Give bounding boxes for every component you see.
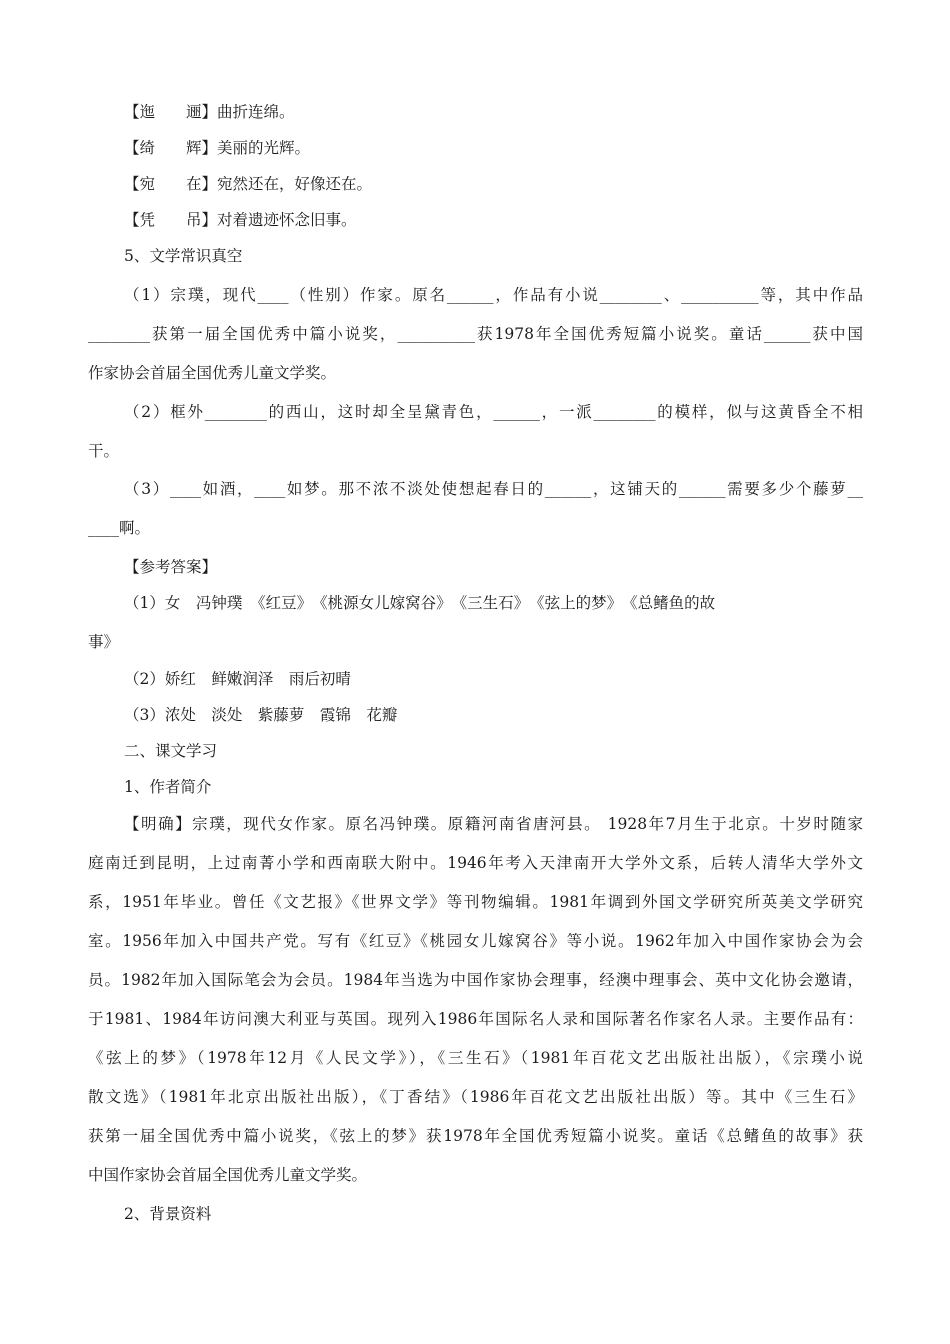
answer-line: （2）娇红 鲜嫩润泽 雨后初晴 (124, 670, 351, 688)
vocab-definition: 宛然还在，好像还在。 (217, 175, 373, 193)
vocab-definition: 曲折连绵。 (217, 103, 295, 121)
paragraph-line: 庭南迁到昆明，上过南菁小学和西南联大附中。1946年考入天津南开大学外文系，后转人清华大学外文 (88, 854, 863, 872)
subsection-heading: 2、背景资料 (124, 1205, 212, 1223)
answer-line: （3）浓处 淡处 紫藤萝 霞锦 花瓣 (124, 706, 398, 724)
answer-line: 事》 (88, 633, 120, 651)
vocab-definition: 对着遗迹怀念旧事。 (217, 211, 357, 229)
vocab-entry (124, 137, 899, 159)
question-line: ____啊。 (88, 519, 151, 537)
vocab-entry (124, 101, 899, 123)
vocab-entry (124, 173, 899, 195)
vocab-term: 【宛 在】 (124, 175, 218, 193)
paragraph-line: 室。1956年加入中国共产党。写有《红豆》《桃园女儿嫁窝谷》等小说。1962年加入中国作家协会为会 (88, 932, 863, 950)
paragraph-line: 获第一届全国优秀中篇小说奖，《弦上的梦》获1978年全国优秀短篇小说奖。童话《总鳍鱼的故事》获 (88, 1127, 863, 1145)
vocab-term: 【凭 吊】 (124, 211, 218, 229)
paragraph-line: 【明确】宗璞，现代女作家。原名冯钟璞。原籍河南省唐河县。 1928年7月生于北京。十岁时随家 (124, 815, 863, 833)
answer-line: （1）女 冯钟璞 《红豆》 《桃源女儿嫁窝谷》 《三生石》 《弦上的梦》 《总鳍鱼的故 (124, 594, 716, 612)
question-line: 干。 (88, 442, 120, 460)
paragraph-line: 于1981、1984年访问澳大利亚与英国。现列入1986年国际名人录和国际著名作家名人录。主要作品有： (88, 1010, 863, 1028)
question-line: 作家协会首届全国优秀儿童文学奖。 (88, 364, 337, 382)
answer-heading: 【参考答案】 (124, 558, 218, 576)
vocab-entry (124, 209, 899, 231)
paragraph-line: 员。1982年加入国际笔会为会员。1984年当选为中国作家协会理事，经澳中理事会、英中文化协会邀请， (88, 971, 863, 989)
paragraph-line: 中国作家协会首届全国优秀儿童文学奖。 (88, 1166, 368, 1184)
question-line: ________获第一届全国优秀中篇小说奖，__________获1978年全国优秀短篇小说奖。童话______获中国 (88, 325, 863, 343)
paragraph-line: 系，1951年毕业。曾任《文艺报》《世界文学》等刊物编辑。1981年调到外国文学研究所英美文学研究 (88, 893, 863, 911)
vocab-definition: 美丽的光辉。 (217, 139, 311, 157)
question-line: （3）____如酒，____如梦。那不浓不淡处使想起春日的______，这铺天的______需要多少个藤萝__ (124, 480, 863, 498)
question-line: （1）宗璞，现代____（性别）作家。原名______，作品有小说________、__________等，其中作品 (124, 286, 863, 304)
question-line: （2）框外________的西山，这时却全呈黛青色，______，一派________的模样，似与这黄昏全不相 (124, 403, 863, 421)
vocab-term: 【绮 辉】 (124, 139, 218, 157)
vocab-term: 【迤 逦】 (124, 103, 218, 121)
paragraph-line: 散文选》（1981年北京出版社出版），《丁香结》（1986年百花文艺出版社出版）等。其中《三生石》 (88, 1088, 863, 1106)
subsection-heading: 1、作者简介 (124, 778, 212, 796)
paragraph-line: 《弦上的梦》（1978年12月《人民文学》），《三生石》（1981年百花文艺出版社出版），《宗璞小说 (88, 1049, 863, 1067)
section-heading: 二、课文学习 (124, 742, 218, 760)
section-heading: 5、文学常识真空 (124, 247, 243, 265)
